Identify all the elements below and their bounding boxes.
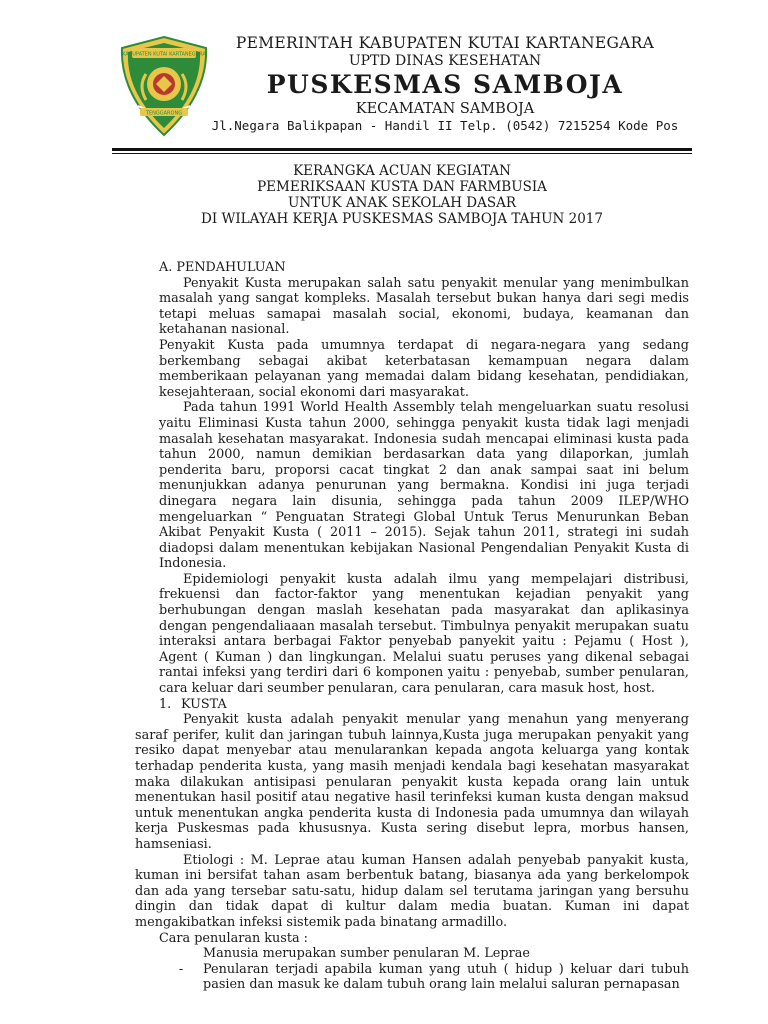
document-title <box>112 163 692 227</box>
kutai-kartanegara-emblem-icon <box>116 34 212 138</box>
list-item <box>159 946 689 962</box>
paragraph: Penyakit Kusta merupakan salah satu penyakit menular yang menimbulkan masalah yang sangat kompleks. Masalah tersebut bukan hanya dari segi medis tetapi meluas samapai masalah social, ekonomi, budaya, keamanan dan ketahanan nasional. <box>159 275 689 338</box>
district-name: KECAMATAN SAMBOJA <box>355 101 535 117</box>
subsection-number: 1. <box>159 696 172 712</box>
document-title-line: DI WILAYAH KERJA PUSKESMAS SAMBOJA TAHUN 2017 <box>201 211 603 227</box>
paragraph: Pada tahun 1991 World Health Assembly telah mengeluarkan suatu resolusi yaitu Eliminasi Kusta tahun 2000, sehingga penyakit kusta tidak lagi menjadi masalah kesehatan masyarakat. Indonesia sudah mencapai eliminasi kusta pada tahun 2000, namun demikian berdasarkan data yang dilaporkan, jumlah penderita baru, proporsi cacat tingkat 2 dan anak sampai saat ini belum menunjukkan adanya penurunan yang bermakna. Kondisi ini juga terjadi dinegara negara lain disunia, sehingga pada tahun 2009 ILEP/WHO mengeluarkan “ Penguatan Strategi Global Untuk Terus Menurunkan Beban Akibat Penyakit Kusta ( 2011 – 2015). Sejak tahun 2011, strategi ini sudah diadopsi dalam menentukan kebijakan Nasional Pengendalian Penyakit Kusta di Indonesia. <box>159 400 689 572</box>
svg-text:TENGGARONG: TENGGARONG <box>145 110 183 117</box>
letterhead-rule-thick <box>112 148 692 151</box>
svg-text:KABUPATEN KUTAI KARTANEGARA: KABUPATEN KUTAI KARTANEGARA <box>122 51 206 58</box>
list-item <box>159 962 689 993</box>
document-body <box>135 260 689 993</box>
paragraph: Penyakit Kusta pada umumnya terdapat di negara-negara yang sedang berkembang sebagai akibat keterbatasan kemampuan negara dalam memberikaan pelayanan yang memadai dalam bidang kesehatan, pendidiakan, kesejahteraan, social ekonomi dari masyarakat. <box>159 337 689 400</box>
letterhead <box>0 0 768 160</box>
document-title-line: KERANGKA ACUAN KEGIATAN <box>293 163 511 179</box>
subsection-heading <box>159 697 689 713</box>
subsection-title: KUSTA <box>181 696 227 712</box>
paragraph: Etiologi : M. Leprae atau kuman Hansen adalah penyebab panyakit kusta, kuman ini bersifat tahan asam berbentuk batang, biasanya ada yang berkelompok dan ada yang tersebar satu-satu, hidup dalam sel terutama jaringan yang bersuhu dingin dan tidak dapat di kultur dalam media buatan. Kuman ini dapat mengakibatkan infeksi sistemik pada binatang armadillo. <box>135 852 689 930</box>
list-bullet: - <box>178 961 184 977</box>
address-line: Jl.Negara Balikpapan - Handil II Telp. (0542) 7215254 Kode Pos <box>211 118 679 133</box>
department-name: UPTD DINAS KESEHATAN <box>348 53 542 69</box>
list-label: Cara penularan kusta : <box>159 930 308 946</box>
list-item-text: Penularan terjadi apabila kuman yang utuh ( hidup ) keluar dari tubuh pasien dan masuk ke dalam tubuh orang lain melalui saluran pernapasan <box>203 961 689 993</box>
letterhead-rule-thin <box>112 153 692 154</box>
transmission-list <box>159 946 689 993</box>
document-title-line: PEMERIKSAAN KUSTA DAN FARMBUSIA <box>257 179 547 195</box>
paragraph: Penyakit kusta adalah penyakit menular yang menahun yang menyerang saraf perifer, kulit dan jaringan tubuh lainnya,Kusta juga merupakan penyakit yang resiko dapat menyebar atau menularankan kepada angota keluarga yang kontak terhadap penderita kusta, yang masih menjadi kendala bagi kesehatan masyarakat maka dilakukan antisipasi penularan penyakit kusta kepada orang lain untuk menentukan hasil positif atau negative hasil terinfeksi kuman kusta dengan maksud untuk menentukan angka penderita kusta di Indonesia pada umumnya dan wilayah kerja Puskesmas pada khususnya. Kusta sering disebut lepra, morbus hansen, hamseniasi. <box>135 712 689 852</box>
letterhead-text <box>205 34 685 134</box>
government-name: PEMERINTAH KABUPATEN KUTAI KARTANEGARA <box>235 34 655 52</box>
institution-title: PUSKESMAS SAMBOJA <box>266 70 624 99</box>
section-heading: A. PENDAHULUAN <box>159 260 286 275</box>
document-title-line: UNTUK ANAK SEKOLAH DASAR <box>287 195 517 211</box>
paragraph: Epidemiologi penyakit kusta adalah ilmu yang mempelajari distribusi, frekuensi dan factor-faktor yang menentukan kejadian penyakit yang berhubungan dengan maslah kesehatan pada masyarakat dan aplikasinya dengan pengendaliaaan masalah tersebut. Timbulnya penyakit merupakan suatu interaksi antara berbagai Faktor penyebab panyekit yaitu : Pejamu ( Host ), Agent ( Kuman ) dan lingkungan. Melalui suatu peruses yang dikenal sebagai rantai infeksi yang terdiri dari 6 komponen yaitu : penyebab, sumber penularan, cara keluar dari seumber penularan, cara penularan, cara masuk host, host. <box>159 571 689 697</box>
list-item-text: Manusia merupakan sumber penularan M. Leprae <box>203 946 530 962</box>
